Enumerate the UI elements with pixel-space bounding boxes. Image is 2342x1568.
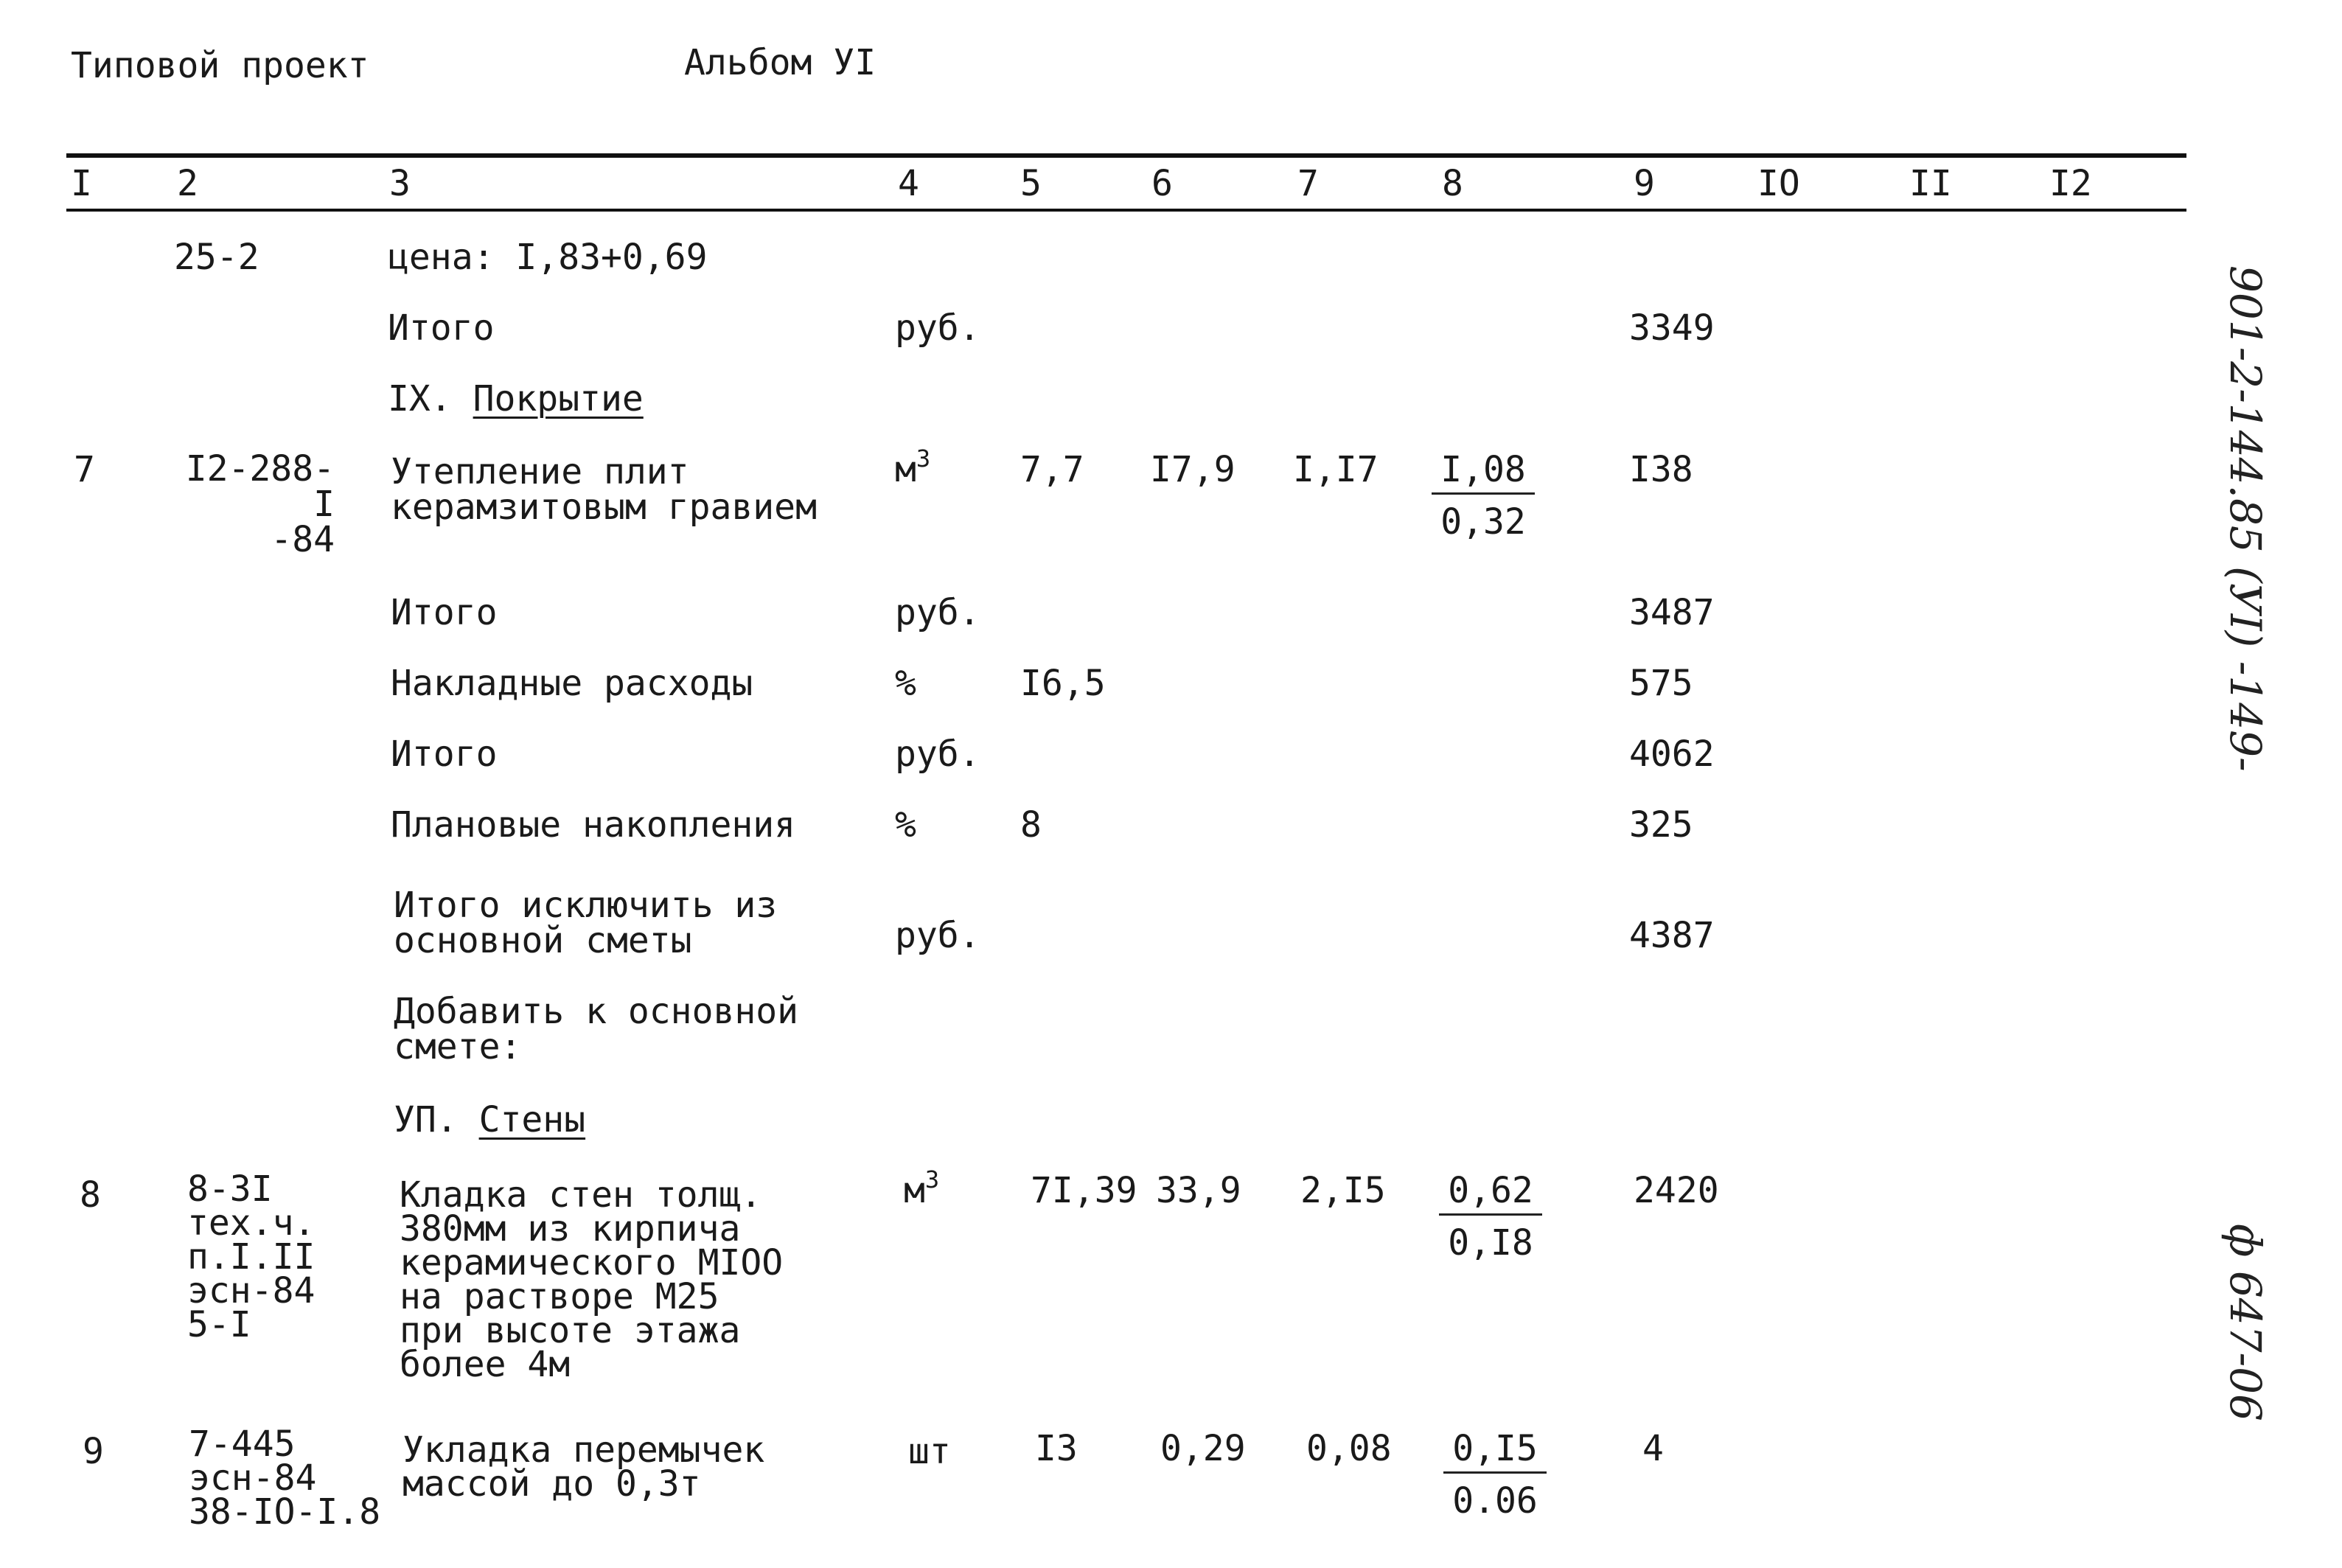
row-9-col8-fraction bbox=[1443, 1428, 1547, 1522]
price-row-text: цена: I,83+0,69 bbox=[388, 237, 708, 278]
exclude-total-unit: руб. bbox=[895, 915, 980, 956]
col-4-header: 4 bbox=[898, 163, 919, 204]
row-7-col5: 7,7 bbox=[1020, 449, 1084, 490]
col-11-header: II bbox=[1909, 163, 1952, 204]
col-8-header: 8 bbox=[1442, 163, 1463, 204]
planned-savings-rate: 8 bbox=[1020, 804, 1042, 846]
project-type-label: Типовой проект bbox=[71, 45, 369, 86]
col-3-header: 3 bbox=[389, 163, 411, 204]
row-8-number: 8 bbox=[80, 1174, 101, 1216]
subtotal-label: Итого bbox=[391, 592, 498, 633]
row-8-col7: 2,I5 bbox=[1300, 1170, 1386, 1211]
section-title: Стены bbox=[478, 1099, 586, 1140]
subtotal-label: Итого bbox=[388, 307, 495, 349]
subtotal-unit: руб. bbox=[895, 592, 980, 633]
fraction-denominator: 0,32 bbox=[1440, 501, 1526, 543]
price-row-code: 25-2 bbox=[174, 237, 259, 278]
album-label: Альбом УI bbox=[684, 42, 876, 83]
col-12-header: I2 bbox=[2049, 163, 2092, 204]
overhead-unit: % bbox=[895, 663, 916, 704]
planned-savings-label: Плановые накопления bbox=[391, 804, 796, 846]
fraction-denominator: 0.06 bbox=[1452, 1480, 1538, 1522]
col-1-header: I bbox=[71, 163, 92, 204]
section-heading-roof bbox=[388, 380, 644, 417]
col-2-header: 2 bbox=[177, 163, 198, 204]
overhead-rate: I6,5 bbox=[1020, 663, 1106, 704]
unit-superscript: 3 bbox=[924, 1165, 940, 1194]
subtotal-value: 3349 bbox=[1629, 307, 1715, 349]
top-rule bbox=[66, 153, 2186, 158]
row-9-col7: 0,08 bbox=[1306, 1428, 1392, 1469]
row-8-total: 2420 bbox=[1634, 1170, 1719, 1211]
row-8-col6: 33,9 bbox=[1156, 1170, 1241, 1211]
row-7-col7: I,I7 bbox=[1293, 449, 1379, 490]
row-7-col8-fraction bbox=[1432, 449, 1535, 543]
row-9-number: 9 bbox=[83, 1431, 104, 1472]
row-9-unit: шт bbox=[908, 1431, 951, 1472]
row-8-unit bbox=[904, 1165, 940, 1211]
unit-superscript: 3 bbox=[916, 445, 931, 473]
margin-inventory-code: ф 647-06 bbox=[2220, 1224, 2270, 1421]
col-7-header: 7 bbox=[1297, 163, 1319, 204]
section-number: УП. bbox=[394, 1099, 479, 1140]
section-heading-walls bbox=[394, 1101, 585, 1138]
col-10-header: IO bbox=[1757, 163, 1800, 204]
subtotal-label: Итого bbox=[391, 734, 498, 775]
col-9-header: 9 bbox=[1634, 163, 1655, 204]
col-5-header: 5 bbox=[1020, 163, 1042, 204]
row-9-code: 7-445 эсн-84 38-IO-I.8 bbox=[189, 1424, 381, 1533]
row-8-description: Кладка стен толщ. 380мм из кирпича керамического МIOO на растворе М25 при высоте этажа более 4м bbox=[400, 1174, 784, 1385]
overhead-value: 575 bbox=[1629, 663, 1693, 704]
unit-text: м bbox=[904, 1170, 925, 1211]
row-7-col6: I7,9 bbox=[1150, 449, 1236, 490]
unit-text: м bbox=[895, 449, 916, 490]
row-8-code: 8-3I тех.ч. п.I.II эсн-84 5-I bbox=[187, 1168, 316, 1345]
subtotal-unit: руб. bbox=[895, 734, 980, 775]
row-9-total: 4 bbox=[1642, 1428, 1664, 1469]
subtotal-value: 3487 bbox=[1629, 592, 1715, 633]
section-number: IX. bbox=[388, 378, 473, 419]
row-7-code: I2-288-I -84 bbox=[185, 448, 335, 560]
row-8-col5: 7I,39 bbox=[1031, 1170, 1137, 1211]
fraction-denominator: 0,I8 bbox=[1448, 1222, 1533, 1264]
fraction-numerator: 0,I5 bbox=[1443, 1430, 1547, 1474]
row-7-unit bbox=[895, 445, 931, 490]
subtotal-unit: руб. bbox=[895, 307, 980, 349]
row-7-description: Утепление плит керамзитовым гравием bbox=[391, 451, 817, 528]
fraction-numerator: I,08 bbox=[1432, 451, 1535, 495]
planned-savings-value: 325 bbox=[1629, 804, 1693, 846]
exclude-total-value: 4387 bbox=[1629, 915, 1715, 956]
planned-savings-unit: % bbox=[895, 804, 916, 846]
row-9-col5: I3 bbox=[1035, 1428, 1078, 1469]
exclude-total-label: Итого исключить из основной сметы bbox=[394, 885, 778, 961]
add-to-estimate-label: Добавить к основной смете: bbox=[394, 991, 799, 1067]
fraction-numerator: 0,62 bbox=[1439, 1172, 1542, 1216]
row-7-total: I38 bbox=[1629, 449, 1693, 490]
row-7-number: 7 bbox=[74, 449, 95, 490]
margin-project-stamp: 901-2-144.85 (УI) -149- bbox=[2220, 265, 2270, 772]
section-title: Покрытие bbox=[473, 378, 644, 419]
subtotal-value: 4062 bbox=[1629, 734, 1715, 775]
overhead-label: Накладные расходы bbox=[391, 663, 753, 704]
header-bottom-rule bbox=[66, 209, 2186, 212]
col-6-header: 6 bbox=[1151, 163, 1173, 204]
row-9-description: Укладка перемычек массой до 0,3т bbox=[402, 1429, 765, 1505]
row-9-col6: 0,29 bbox=[1160, 1428, 1246, 1469]
row-8-col8-fraction bbox=[1439, 1170, 1542, 1264]
